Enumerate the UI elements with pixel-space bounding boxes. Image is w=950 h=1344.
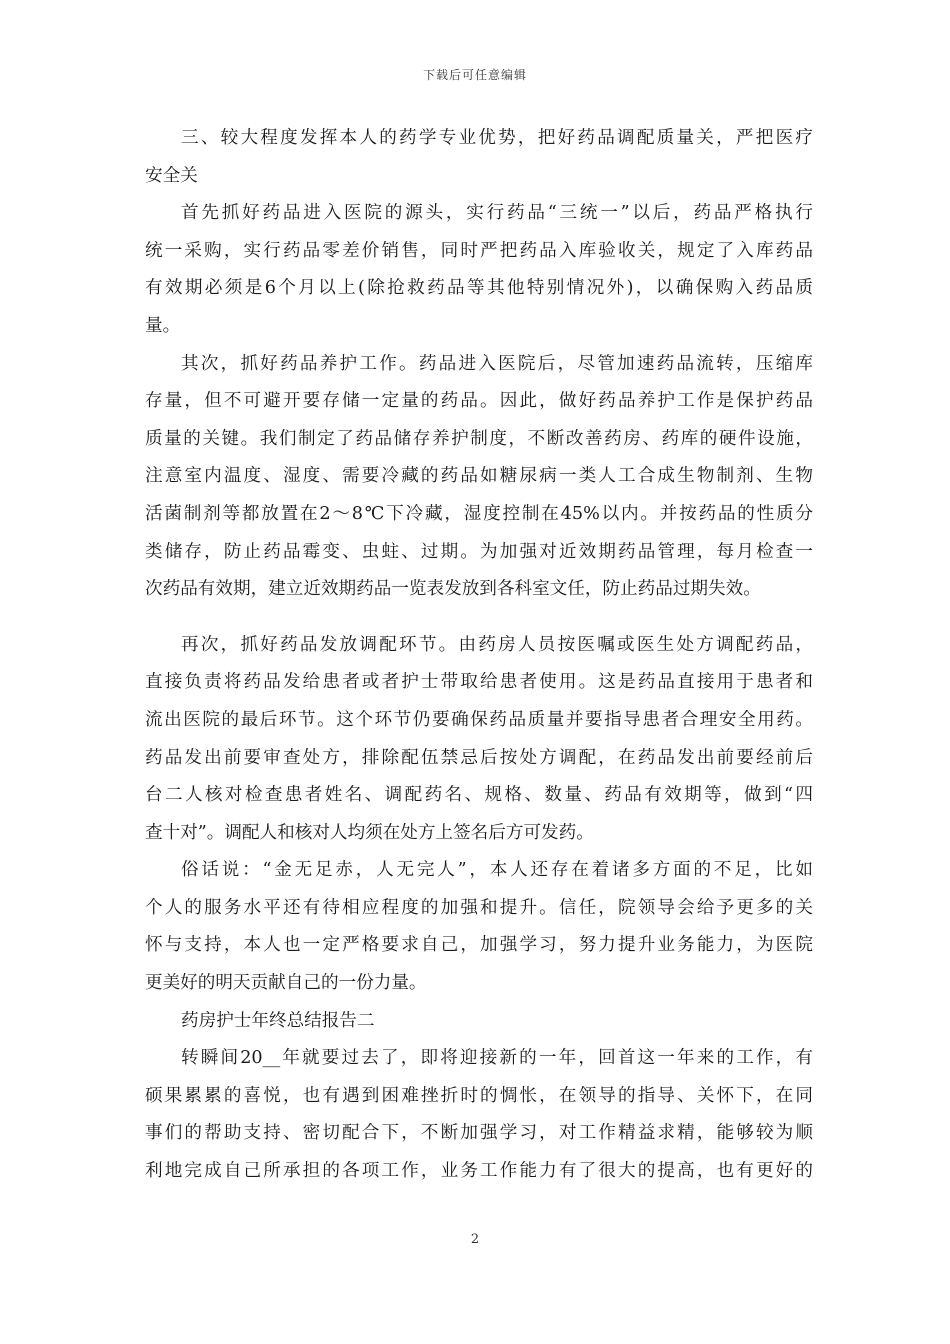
text-line: 怀与支持，本人也一定严格要求自己，加强学习，努力提升业务能力，为医院 — [145, 935, 813, 956]
text-line: 活菌制剂等都放置在2～8℃下冷藏，湿度控制在45%以内。并按药品的性质分 — [145, 503, 813, 524]
text-line: 安全关 — [145, 165, 198, 186]
text-line: 台二人核对检查患者姓名、调配药名、规格、数量、药品有效期等，做到“四 — [145, 785, 813, 806]
text-line: 流出医院的最后环节。这个环节仍要确保药品质量并要指导患者合理安全用药。 — [145, 709, 813, 730]
document-body — [145, 120, 813, 1191]
paragraph — [145, 627, 813, 853]
text-line: 三、较大程度发挥本人的药学专业优势，把好药品调配质量关，严把医疗 — [181, 128, 813, 148]
section-heading — [145, 1003, 813, 1041]
text-line: 存量，但不可避开要存储一定量的药品。因此，做好药品养护工作是保护药品 — [145, 391, 813, 412]
text-line: 药房护士年终总结报告二 — [181, 1010, 375, 1031]
text-line: 硕果累累的喜悦，也有遇到困难挫折时的惆怅，在领导的指导、关怀下，在同 — [145, 1085, 813, 1106]
text-line: 查十对”。调配人和核对人均须在处方上签名后方可发药。 — [145, 822, 594, 843]
paragraph — [145, 852, 813, 1002]
text-line: 有效期必须是6个月以上(除抢救药品等其他特别情况外)，以确保购入药品质 — [145, 278, 813, 299]
text-line: 其次，抓好药品养护工作。药品进入医院后，尽管加速药品流转，压缩库 — [181, 353, 813, 374]
text-line: 利地完成自己所承担的各项工作，业务工作能力有了很大的提高，也有更好的 — [145, 1161, 813, 1182]
text-line: 注意室内温度、湿度、需要冷藏的药品如糖尿病一类人工合成生物制剂、生物 — [145, 466, 813, 487]
paragraph — [145, 1040, 813, 1190]
text-line: 转瞬间20__年就要过去了，即将迎接新的一年，回首这一年来的工作，有 — [181, 1048, 813, 1069]
text-line: 个人的服务水平还有待相应程度的加强和提升。信任，院领导会给予更多的关 — [145, 897, 813, 918]
text-line: 统一采购，实行药品零差价销售，同时严把药品入库验收关，规定了入库药品 — [145, 240, 813, 261]
paragraph — [145, 346, 813, 609]
text-line: 事们的帮助支持、密切配合下，不断加强学习，对工作精益求精，能够较为顺 — [145, 1123, 813, 1144]
text-line: 药品发出前要审查处方，排除配伍禁忌后按处方调配，在药品发出前要经前后 — [145, 747, 813, 768]
text-line: 质量的关键。我们制定了药品储存养护制度，不断改善药房、药库的硬件设施， — [145, 428, 813, 449]
text-line: 首先抓好药品进入医院的源头，实行药品“三统一”以后，药品严格执行 — [181, 203, 813, 224]
page-number: 2 — [470, 1232, 480, 1247]
text-line: 更美好的明天贡献自己的一份力量。 — [145, 973, 427, 994]
text-line: 再次，抓好药品发放调配环节。由药房人员按医嘱或医生处方调配药品， — [181, 634, 813, 655]
text-line: 类储存，防止药品霉变、虫蛀、过期。为加强对近效期药品管理，每月检查一 — [145, 541, 813, 562]
text-line: 次药品有效期，建立近效期药品一览表发放到各科室文任，防止药品过期失效。 — [145, 579, 761, 600]
paragraph — [145, 120, 813, 195]
paragraph — [145, 195, 813, 345]
text-line: 直接负责将药品发给患者或者护士带取给患者使用。这是药品直接用于患者和 — [145, 672, 813, 693]
page-header: 下载后可任意编辑 — [422, 68, 527, 82]
text-line: 俗话说：“金无足赤，人无完人”，本人还存在着诸多方面的不足，比如 — [181, 860, 813, 881]
paragraph-gap — [145, 609, 813, 627]
text-line: 量。 — [145, 315, 181, 336]
